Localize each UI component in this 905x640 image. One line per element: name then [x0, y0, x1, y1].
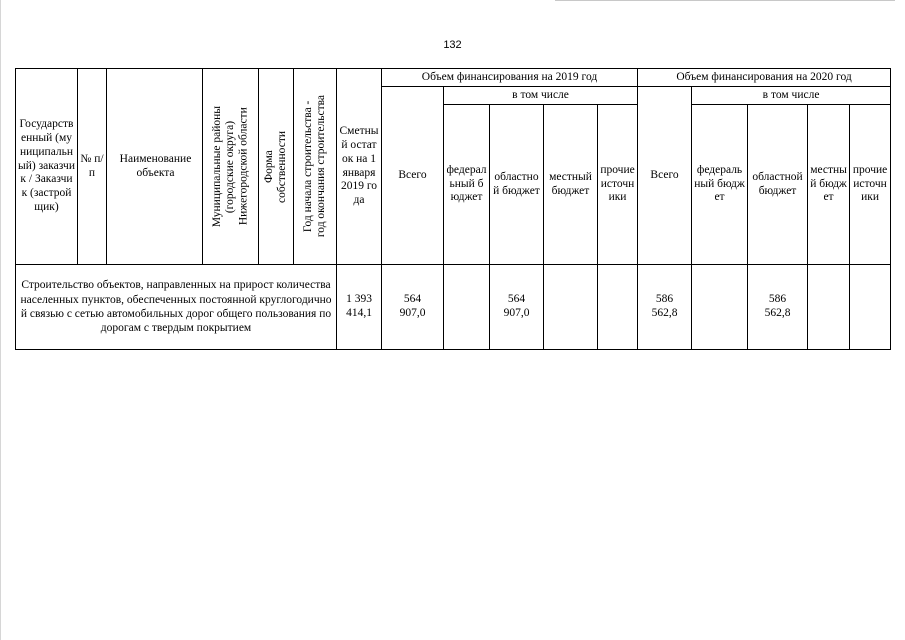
row-other-2020 [850, 265, 891, 350]
row-regional-2020: 586 562,8 [748, 265, 808, 350]
row-total-2020: 586 562,8 [638, 265, 692, 350]
header-federal-2019: федеральный бюджет [444, 105, 490, 265]
row-regional-2019: 564 907,0 [490, 265, 544, 350]
scan-edge-top [555, 0, 895, 1]
header-ownership-form: Форма собственности [259, 69, 294, 265]
header-construction-years: Год начала строительства - год окончания строительства [294, 69, 337, 265]
scan-edge-left [0, 0, 1, 640]
header-federal-2020: федеральный бюджет [692, 105, 748, 265]
header-row-1 [16, 69, 891, 87]
row-federal-2020 [692, 265, 748, 350]
header-number: № п/п [78, 69, 107, 265]
header-regional-2019: областной бюджет [490, 105, 544, 265]
header-regional-2020: областной бюджет [748, 105, 808, 265]
header-other-2019: прочие источники [598, 105, 638, 265]
header-municipal-districts: Муниципальные районы (городские округа) Нижегородской области [203, 69, 259, 265]
header-object-name: Наименование объекта [107, 69, 203, 265]
row-other-2019 [598, 265, 638, 350]
financing-table [15, 68, 891, 350]
header-other-2020: прочие источники [850, 105, 891, 265]
table-row [16, 265, 891, 350]
header-local-2020: местный бюджет [808, 105, 850, 265]
row-total-2019: 564 907,0 [382, 265, 444, 350]
header-estimated-balance: Сметный остаток на 1 января 2019 года [337, 69, 382, 265]
header-customer: Государственный (муниципальный) заказчик / Заказчик (застройщик) [16, 69, 78, 265]
header-total-2019: Всего [382, 87, 444, 265]
row-estimated-balance: 1 393 414,1 [337, 265, 382, 350]
row-federal-2019 [444, 265, 490, 350]
header-including-2020: в том числе [692, 87, 891, 105]
header-total-2020: Всего [638, 87, 692, 265]
header-financing-2020: Объем финансирования на 2020 год [638, 69, 891, 87]
header-including-2019: в том числе [444, 87, 638, 105]
page-number: 132 [443, 39, 462, 51]
row-local-2019 [544, 265, 598, 350]
header-local-2019: местный бюджет [544, 105, 598, 265]
row-object-name: Строительство объектов, направленных на прирост количества населенных пунктов, обеспеченных постоянной круглогодичной связью с сетью автомобильных дорог общего пользования по дорогам с твердым покрытием [16, 265, 337, 350]
header-financing-2019: Объем финансирования на 2019 год [382, 69, 638, 87]
row-local-2020 [808, 265, 850, 350]
